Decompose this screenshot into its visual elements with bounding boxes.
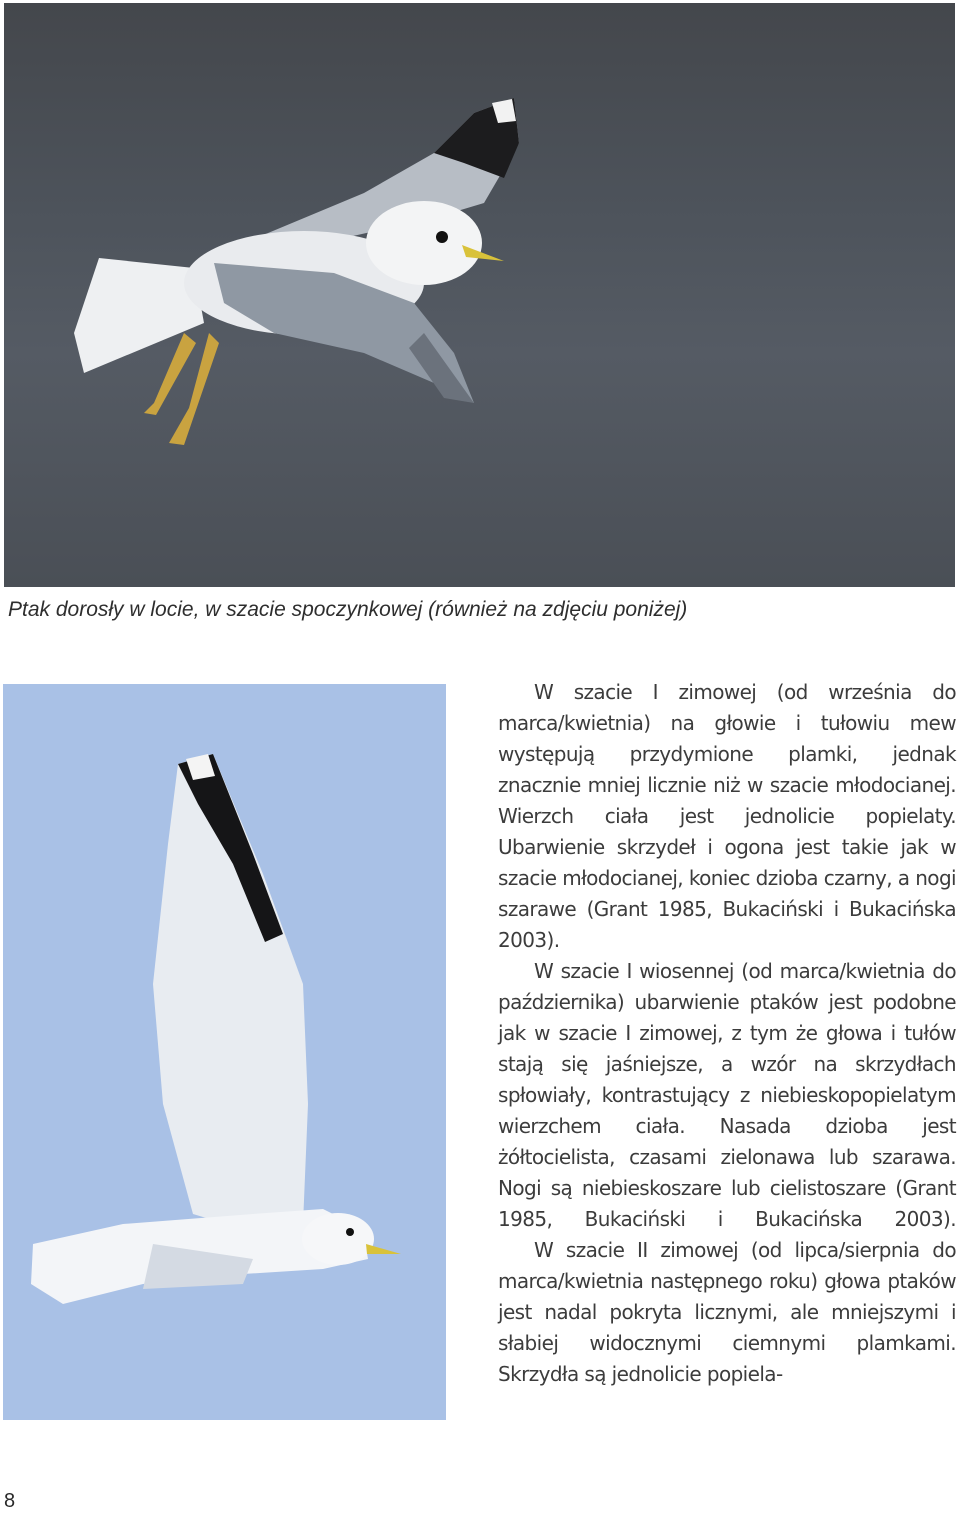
article-text [498, 677, 956, 1390]
photo-caption: Ptak dorosły w locie, w szacie spoczynkowej (również na zdjęciu poniżej) [8, 598, 688, 621]
paragraph: W szacie II zimowej (od lipca/sierpnia do marca/kwietnia następnego roku) głowa ptaków jest nadal pokryta licznymi, ale mniejszymi i słabiej widocznymi ciemnymi plamkami. Skrzydła są jednolicie popiela- [498, 1238, 956, 1386]
photo-gull-soaring [3, 684, 446, 1420]
paragraph: W szacie I zimowej (od września do marca/kwietnia) na głowie i tułowiu mew występują przydymione plamki, jednak znacznie mniej licznie niż w szacie młodocianej. Wierzch ciała jest jednolicie popielaty. Ubarwienie skrzydeł i ogona jest takie jak w szacie młodocianej, koniec dzioba czarny, a nogi szarawe (Grant 1985, Bukaciński i Bukacińska 2003). [498, 680, 956, 952]
paragraph: W szacie I wiosennej (od marca/kwietnia do października) ubarwienie ptaków jest podobne jak w szacie I zimowej, z tym że głowa i tułów stają się jaśniejsze, a wzór na skrzydłach spłowiały, kontrastujący z niebieskopopielatym wierzchem ciała. Nasada dzioba jest żółtocielista, czasami zielonawa lub szarawa. Nogi są niebieskoszare lub cielistoszare (Grant 1985, Bukaciński i Bukacińska 2003). [498, 959, 956, 1231]
page-number: 8 [4, 1490, 16, 1512]
photo-gull-in-flight [4, 3, 955, 587]
